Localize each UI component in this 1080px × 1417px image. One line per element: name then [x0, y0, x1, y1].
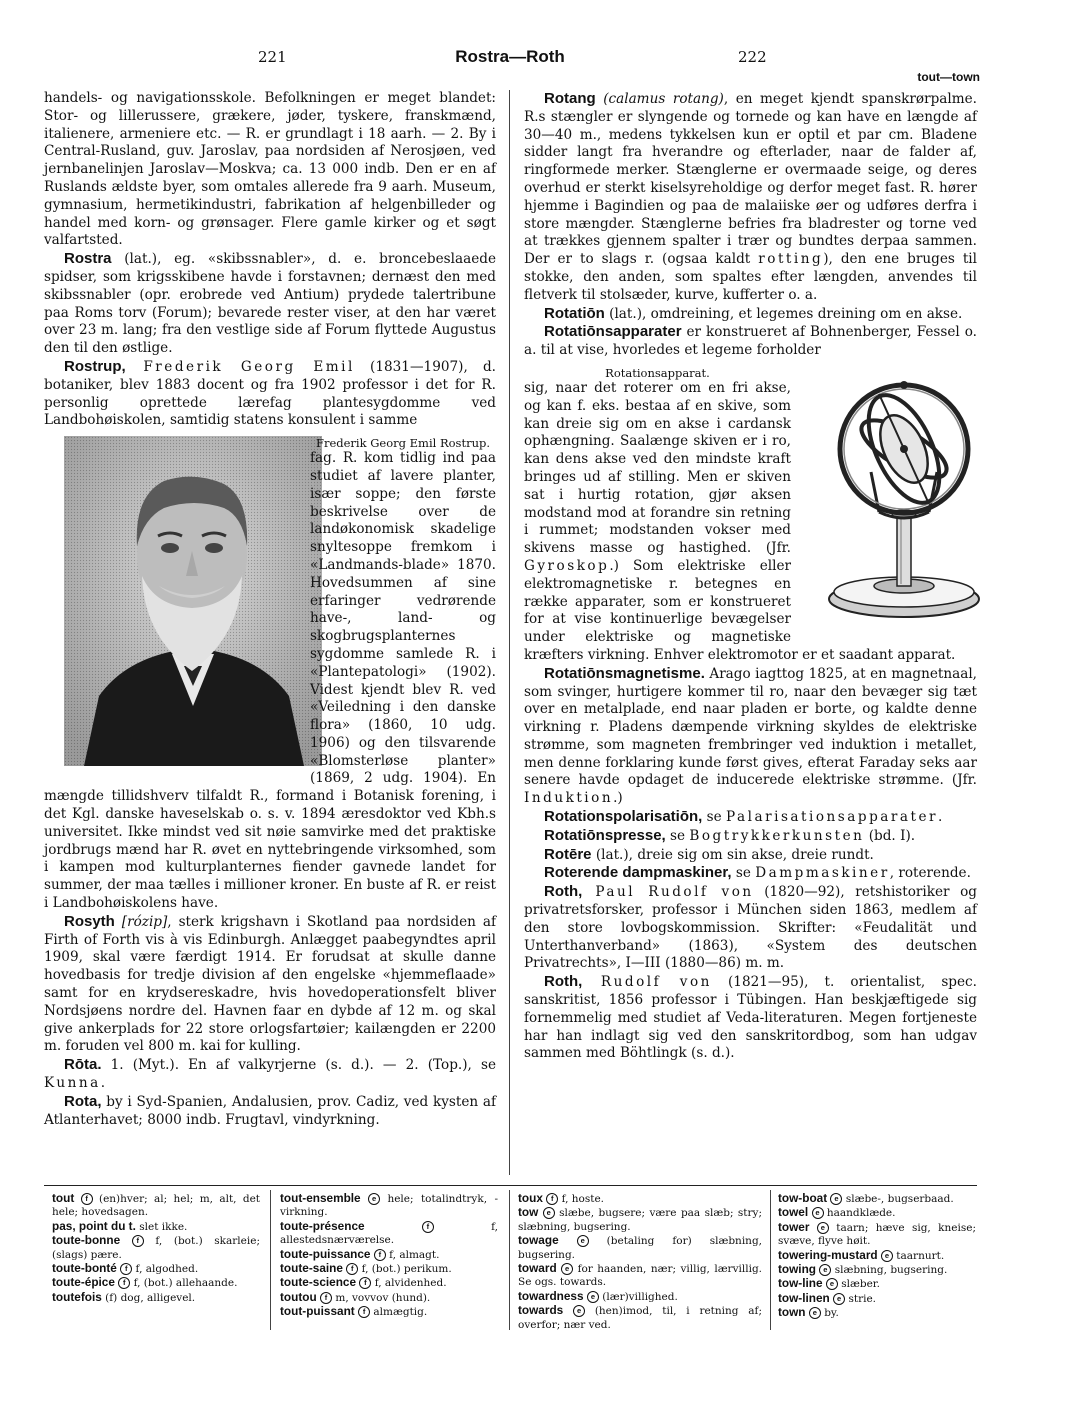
glossary-headword: toute-science: [280, 1275, 357, 1290]
glossary-definition: hele; totalindtryk, -virkning.: [280, 1193, 498, 1219]
glossary-headword: toutou: [280, 1289, 317, 1304]
glossary-definition: f, (bot.) perikum.: [358, 1263, 452, 1276]
glossary-headword: toute-saine: [280, 1261, 343, 1276]
glossary-headword: tout-ensemble: [280, 1191, 361, 1205]
entry-rotang: Rotang (calamus rotang), en meget kjendt spanskrørpalme. R.s stængler er slyngende og tornede og kan have en længde af 30—40 m., medens tykkelsen kun er optil et par cm. Bladene sidder langt fra hverandre og efterlader, naar de falder af, ringformede merker. Stænglerne er overmaade seige, og deres overhud er sterkt kiselsyreholdige og derfor meget fast. R. hører hjemme i Bagindien og paa de malaiiske øer og udføres derfra i store mængder. Stænglerne befries fra bladrester og torne ved at trækkes gjennem spalter i trær og bundtes derpaa sammen. Der er to slags r. (ogsaa kaldt rotting), den ene bruges til stokke, den anden, som spaltes efter længden, anvendes til fletverk til stolsæder, kurve, kufferter o. a.: [524, 90, 977, 303]
footer-guide-words: tout—town: [917, 70, 980, 84]
glossary-headword: tow-line: [778, 1276, 823, 1291]
glossary-entry: [518, 1290, 762, 1304]
glossary-headword: towel: [778, 1205, 809, 1220]
glossary-headword: tout-puissant: [280, 1304, 355, 1319]
rostrup-text-rest: fag. R. kom tidlig ind paa studiet af lavere planter, især soppe; den første beskrivelse over de landøkonomisk skadelige snyltesoppe fremkom i «Landmands-blade» 1870. Hovedsummen af sine erfaringer vedrørende have-, land- og skogbrugsplanternes sygdomme samlede R. i «Plantepatologi» (1902). Videst kjendt blev R. ved «Veiledning i den danske flora» (1860, 10 udg. 1906) og den tilsvarende «Blomsterløse planter» (1869, 2 udg. 1904). En mængde tillidshverv tilfaldt R., formand i Botanisk forening, i det Kgl. danske haveselskab o. s. v. 1894 æresdoktor ved Kbh.s universitet. Ikke mindst ved sit nøie samvirke med det praktiske jordbrugs mænd har R. øvet en nyttebringende virksomhed, som i kampen mod kulturplanternes fiender gavnede landet for summer, der maa tælles i millioner kroner. En buste af R. er reist i Landbohøiskolens have.: [44, 450, 496, 912]
glossary-entry: [518, 1234, 762, 1262]
glossary-definition: (f) dog, alligevel.: [101, 1291, 196, 1304]
glossary-entry: [280, 1276, 498, 1290]
language-mark-icon: f: [422, 1221, 434, 1233]
glossary-definition: slæber.: [837, 1278, 880, 1291]
language-mark-icon: e: [577, 1235, 589, 1247]
footer-col-2: [280, 1192, 498, 1320]
entry-rostra: Rostra (lat.), eg. «skibssnabler», d. e. broncebeslaaede spidser, som krigsskibene havde i forstavnen; dernæst den med skibssnabler (opr. erobrede ved Antium) prydede talertribune paa Roms torv (Forum); bevarede rester viser, at den har været over 23 m. lang; fra den vestlige side af Forum flyttede Augustus den til den østlige.: [44, 250, 496, 357]
glossary-entry: [280, 1192, 498, 1220]
language-mark-icon: f: [359, 1277, 371, 1289]
glossary-definition: (en)hver; al; hel; m, alt, det hele; hovedsagen.: [52, 1193, 261, 1219]
glossary-definition: f, hoste.: [558, 1193, 605, 1205]
language-mark-icon: f: [546, 1193, 558, 1205]
glossary-headword: toute-épice: [52, 1275, 115, 1290]
entry-rotationsmagnetisme: Rotatiōnsmagnetisme. Arago iagttog 1825, at en magnetnaal, som svinger, hurtigere kommer til ro, naar den bevæger sig tæt over en metalplade, end naar pladen er borte, og kaldte denne virkning r. Pladens dæmpende virkning skyldes de elektriske strømme, som magneten frembringer ved induktion i metallet, men denne forklaring kunde først gives, efterat Faraday seks aar senere havde opdaget de inducerede elektriske strømme. (Jfr. Induktion.): [524, 664, 977, 807]
footer-divider-2: [509, 1190, 510, 1330]
footer-col-4: [778, 1192, 976, 1321]
language-mark-icon: e: [368, 1193, 380, 1205]
running-head: Rostra—Roth: [455, 47, 565, 66]
glossary-headword: pas, point du t.: [52, 1218, 136, 1233]
glossary-headword: toute-bonne: [52, 1233, 121, 1248]
entry-rotationsapparater: Rotatiōnsapparater er konstrueret af Bohnenberger, Fessel o. a. til at vise, hvorledes et legeme forholder: [524, 323, 977, 360]
language-mark-icon: f: [320, 1292, 332, 1304]
glossary-headword: toute-bonté: [52, 1261, 117, 1276]
glossary-headword: toute-présence: [280, 1218, 365, 1233]
glossary-definition: (lær)villighed.: [598, 1290, 678, 1303]
glossary-headword: tow-linen: [778, 1290, 830, 1305]
right-page-number: 222: [738, 48, 767, 66]
entry-rota-2: Rota, by i Syd-Spanien, Andalusien, prov. Cadiz, ved kysten af Atlanterhavet; 8000 indb. Frugtavl, vindyrkning.: [44, 1092, 496, 1128]
portrait-image: [64, 436, 322, 766]
glossary-definition: strie.: [845, 1292, 876, 1305]
glossary-definition: almægtig.: [370, 1306, 428, 1319]
glossary-headword: toutefois: [52, 1289, 102, 1304]
glossary-entry: [280, 1262, 498, 1276]
language-mark-icon: e: [833, 1293, 845, 1305]
glossary-definition: taarn; hæve sig, kneise; svæve, flyve høit.: [778, 1221, 976, 1248]
entry-roterende-dampmaskiner: Roterende dampmaskiner, se Dampmaskiner, roterende.: [544, 864, 971, 882]
entry-rostrup: Rostrup, Frederik Georg Emil (1831—1907), d. botaniker, blev 1883 docent og fra 1902 professor i det for R. personlig oprettede lærefag plantesygdomme ved Landbohøiskolen, samtidig statens konsulent i samme: [44, 358, 496, 430]
glossary-entry: [778, 1249, 976, 1263]
glossary-definition: f, alvidenhed.: [371, 1277, 447, 1290]
left-page-number: 221: [258, 48, 287, 66]
glossary-headword: tow-boat: [778, 1191, 828, 1205]
glossary-headword: toward: [518, 1261, 557, 1276]
glossary-headword: towing: [778, 1262, 817, 1277]
gyroscope-image: [819, 364, 989, 626]
entry-roth-rudolf: Roth, Rudolf von (1821—95), t. orientalist, spec. sanskritist, 1856 professor i Tübingen. Han beskjæftigede sig fornemmelig med studiet af Veda-literaturen. Megen fortjeneste har han indlagt sig ved den sanskritordbog, som han udgav sammen med Böhtlingk (s. d.).: [524, 973, 977, 1062]
entry-rotation: Rotatiōn (lat.), omdreining, et legemes dreining om en akse.: [544, 304, 963, 322]
glossary-headword: toute-puissance: [280, 1246, 371, 1261]
language-mark-icon: e: [817, 1222, 829, 1234]
footer-rule: [44, 1185, 977, 1186]
entry-roth-paul: Roth, Paul Rudolf von (1820—92), retshistoriker og privatretsforsker, professor i München siden 1863, medlem af den store lovbogskommission. Skrifter: «Feudalität und Unterthanverband» (1863), «System des deutschen Privatrechts», I—III (1880—86) m. m.: [524, 883, 977, 972]
glossary-entry: [280, 1291, 498, 1305]
glossary-definition: slæbe-, bugserbaad.: [842, 1193, 954, 1205]
footer-col-1: [52, 1192, 260, 1305]
language-mark-icon: e: [881, 1250, 893, 1262]
rotapp-text-start: er konstrueret af Bohnenberger, Fessel o. a. til at vise, hvorledes et legeme forholder: [524, 324, 977, 359]
glossary-entry: [518, 1304, 762, 1332]
entry-rotere: Rotēre (lat.), dreie sig om sin akse, dreie rundt.: [544, 845, 874, 863]
footer-col-3: [518, 1192, 762, 1332]
column-divider: [509, 90, 510, 1175]
glossary-entry: [518, 1262, 762, 1290]
entry-rota-1: Rōta. 1. (Myt.). En af valkyrjerne (s. d.). — 2. (Top.), se Kunna.: [44, 1056, 496, 1092]
glossary-definition: haandklæde.: [823, 1207, 896, 1220]
glossary-definition: by.: [820, 1307, 839, 1320]
gyroscope-figure: [799, 364, 977, 632]
glossary-entry: [52, 1276, 260, 1290]
glossary-entry: [52, 1220, 260, 1234]
entry-rotationspresse: Rotatiōnspresse, se Bogtrykkerkunsten (bd. I).: [544, 826, 916, 844]
glossary-entry: [518, 1206, 762, 1234]
entry-rotationspolarisation: Rotationspolarisatiōn, se Palarisationsapparater.: [544, 808, 943, 826]
glossary-entry: [778, 1206, 976, 1220]
portrait-figure: [44, 436, 302, 772]
language-mark-icon: f: [81, 1193, 93, 1205]
language-mark-icon: e: [561, 1263, 573, 1275]
glossary-headword: towage: [518, 1233, 559, 1248]
glossary-entry: [52, 1291, 260, 1305]
glossary-definition: f, allestedsnærværelse.: [280, 1220, 499, 1247]
glossary-definition: f, algodhed.: [132, 1263, 199, 1276]
glossary-entry: [778, 1277, 976, 1291]
language-mark-icon: f: [346, 1263, 358, 1275]
language-mark-icon: e: [826, 1278, 838, 1290]
glossary-definition: (hen)imod, til, i retning af; overfor; nær ved.: [518, 1305, 762, 1331]
glossary-headword: towardness: [518, 1288, 584, 1303]
glossary-definition: (betaling for) slæbning, bugsering.: [518, 1235, 762, 1261]
glossary-headword: towering-mustard: [778, 1247, 878, 1262]
portrait-caption: Frederik Georg Emil Rostrup.: [315, 436, 491, 451]
glossary-definition: for haanden, nær; villig, lærvillig. Se ogs. towards.: [518, 1263, 763, 1289]
glossary-definition: taarnurt.: [892, 1249, 945, 1262]
language-mark-icon: e: [573, 1305, 585, 1317]
glossary-entry: [280, 1220, 498, 1248]
language-mark-icon: f: [118, 1277, 130, 1289]
glossary-entry: [778, 1192, 976, 1206]
glossary-entry: [778, 1292, 976, 1306]
glossary-headword: towards: [518, 1303, 564, 1318]
glossary-definition: slæbe, bugsere; være paa slæb; stry; slæbning, bugsering.: [518, 1207, 762, 1233]
glossary-entry: [778, 1306, 976, 1320]
language-mark-icon: e: [587, 1291, 599, 1303]
glossary-headword: town: [778, 1305, 806, 1320]
rotapp-text-rest: sig, naar det roterer om en fri akse, og kan f. eks. bestaa af en skive, som kan dreie sig om en akse i cardansk ophængning. Saalænge skiven er i ro, kan dens akse ved den mindste kraft bringes ud af stilling. Men er skiven sat i hurtig rotation, gjør aksen modstand mod at forandre sin retning i rummet; modstanden vokser med skivens masse og hastighed. (Jfr.: [524, 379, 791, 557]
language-mark-icon: f: [374, 1249, 386, 1261]
right-column: Rotang (calamus rotang), en meget kjendt spanskrørpalme. R.s stængler er slyngende og tornede og kan have en længde af 30—40 m., medens tykkelsen kun er optil et par cm. Bladene sidder langt fra hverandre og efterlader, naar de falder af, ringformede merker. Stænglerne er overmaade seige, og deres overhud er sterkt kiselsyreholdige og derfor meget fast. R. hører hjemme i Bagindien og paa de malaiiske øer og udføres derfra i store mængder. Stænglerne befries fra bladrester og torne ved at trækkes gjennem spalter i trær og bundtes derpaa sammen. Der er to slags r. (ogsaa kaldt rotting), den ene bruges til stokke, den anden, som spaltes efter længden, anvendes til fletverk til stolsæder, kurve, kufferter o. a. Rotatiōn (lat.), omdreining, et legemes dreining om en akse. Rotatiōnsapparater er konstrueret af Bohnenberger, Fessel o. a. til at vise, hvorledes et legeme forholder Rotationsapparat. sig, naar det roterer om en fri akse, og kan f. eks. bestaa af en skive, som kan dreie sig om en akse i cardansk ophængning. Saalænge skiven er i ro, kan dens akse ved den mindste kraft bringes ud af stilling. Men er skiven sat i hurtig rotation, gjør aksen modstand mod at forandre sin retning i rummet; modstanden vokser med skivens masse og hastighed. (Jfr. Gyroskop.) Som elektriske eller elektromagnetiske r. betegnes en række apparater, som er konstrueret for at vise kontinuerlige bevægelser under elektriske og magnetiske kræfters virkning. Enhver elektromotor er et saadant apparat. Rotatiōnsmagnetisme. Arago iagttog 1825, at en magnetnaal, som svinger, hurtigere kommer til ro, naar den bevæger sig tæt over en metalplade, end naar pladen er borte, og kaldte denne virkning r. Pladens dæmpende virkning skyldes de elektriske strømme, som magneten frembringer ved induktion i metallet, men denne forklaring kunde først gives, efterat Faraday seks aar senere havde opdaget de inducerede elektriske strømme. (Jfr. Induktion.) Rotationspolarisatiōn, se Palarisationsapparater. Rotatiōnspresse, se Bogtrykkerkunsten (bd. I). Rotēre (lat.), dreie sig om sin akse, dreie rundt. Roterende dampmaskiner, se Dampmaskiner, roterende. Roth, Paul Rudolf von (1820—92), retshistoriker og privatretsforsker, professor i München siden 1863, medlem af den store lovbogskommission. Skrifter: «Feudalität und Unterthanverband» (1863), «System des deutschen Privatrechts», I—III (1880—86) m. m. Roth, Rudolf von (1821—95), t. orientalist, spec. sanskritist, 1856 professor i Tübingen. Han beskjæftigede sig fornemmelig med studiet af Veda-literaturen. Megen fortjeneste har han indlagt sig ved den sanskritordbog, som han udgav sammen med Böhtlingk (s. d.).: [524, 90, 977, 1175]
glossary-definition: slet ikke.: [135, 1220, 188, 1233]
glossary-entry: [280, 1305, 498, 1319]
glossary-definition: slæbning, bugsering.: [831, 1264, 948, 1277]
glossary-headword: tow: [518, 1205, 539, 1220]
glossary-entry: [518, 1192, 762, 1206]
entry-continuation: handels- og navigationsskole. Befolkningen er meget blandet: Stor- og lillerussere, grækere, jøder, tyskere, franskmænd, italienere, armeniere etc. — R. er grundlagt i 18 aarh. — 2. By i Central-Rusland, guv. Jaroslav, paa nordsiden af Nerosjøen, ved jernbanelinjen Jaroslav—Moskva; ca. 13 000 indb. Den er en af Ruslands ældste byer, som omtales allerede fra 9 aarh. Museum, gymnasium, hermetikindustri, fabrikation af helgenbilleder og handel med korn- og grønsager. Flere gamle kirker og et søgt valfartsted.: [44, 90, 496, 249]
language-mark-icon: f: [358, 1306, 370, 1318]
glossary-entry: [52, 1234, 260, 1262]
rostrup-text-start: (1831—1907), d. botaniker, blev 1883 docent og fra 1902 professor i det for R. personlig oprettede lærefag plantesygdomme ved Landbohøiskolen, samtidig statens konsulent i samme: [44, 358, 496, 429]
glossary-entry: [778, 1221, 976, 1249]
glossary-entry: [52, 1192, 260, 1220]
language-mark-icon: e: [809, 1307, 821, 1319]
entry-rosyth: Rosyth [rózip], sterk krigshavn i Skotland paa nordsiden af Firth of Forth vis à vis Edinburgh. Anlægget paabegyndtes april 1909, skal være færdigt 1914. Er forudsat at skulle danne hovedbasis for tredje division af den engelske «hjemmeflaade» samt for en krydsereskadre, hvis hovedoperationsfelt bliver Nordsjøens nordre del. Havnen faar en dybde af 12 m. og skal give ankerplads for 22 store orlogsfartøier; kailængden er 2200 m. foruden vel 800 m. kai for kulling.: [44, 912, 496, 1055]
glossary-entry: [280, 1248, 498, 1262]
glossary-entry: [778, 1263, 976, 1277]
glossary-definition: f, (bot.) allehaande.: [130, 1277, 238, 1290]
language-mark-icon: e: [819, 1264, 831, 1276]
glossary-entry: [52, 1262, 260, 1276]
language-mark-icon: e: [812, 1207, 824, 1219]
language-mark-icon: e: [830, 1193, 842, 1205]
glossary-headword: tower: [778, 1219, 810, 1234]
language-mark-icon: e: [543, 1207, 555, 1219]
glossary-headword: tout: [52, 1191, 75, 1205]
gyroscope-caption: Rotationsapparat.: [605, 365, 710, 380]
glossary-definition: f, (bot.) skarleie; (slags) pære.: [52, 1235, 260, 1261]
language-mark-icon: f: [120, 1263, 132, 1275]
glossary-definition: f, almagt.: [385, 1248, 440, 1261]
left-column: [44, 90, 496, 1175]
language-mark-icon: f: [132, 1235, 144, 1247]
footer-divider-3: [770, 1190, 771, 1330]
footer-divider-1: [270, 1190, 271, 1330]
glossary-definition: m, vovvov (hund).: [332, 1291, 431, 1304]
glossary-headword: toux: [518, 1191, 543, 1205]
